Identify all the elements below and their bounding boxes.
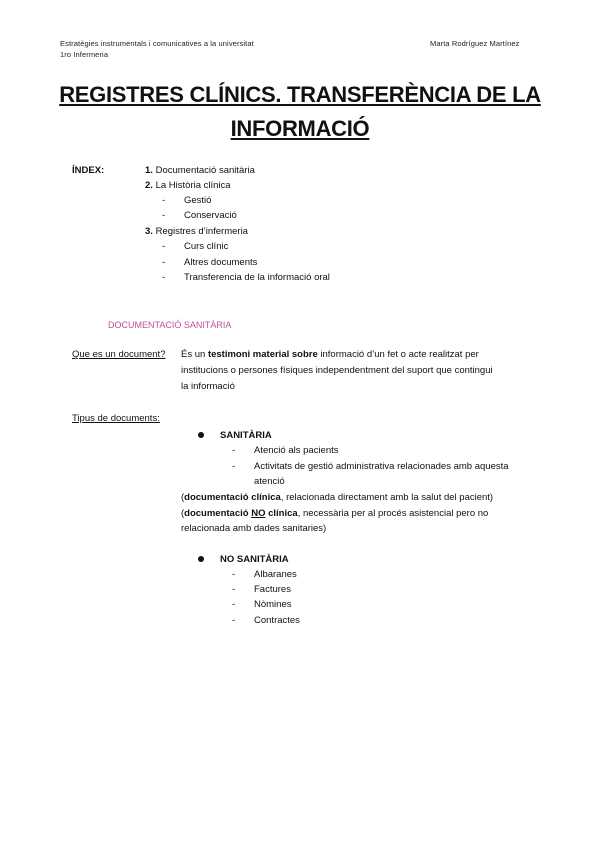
- note-rest: , necessària per al procés asistencial pero no: [297, 508, 489, 519]
- note-no-clinica: [181, 506, 488, 522]
- note-bold-underlined: NO: [251, 508, 266, 519]
- index-item-1: [145, 163, 255, 179]
- sanitaria-label: SANITÀRIA: [220, 430, 272, 441]
- note-bold: clínica: [265, 508, 298, 519]
- dash: -: [162, 272, 166, 283]
- dash: -: [162, 195, 166, 206]
- definition-line2: institucions o persones físiques independentment del suport que contingui: [181, 365, 493, 376]
- dash: -: [162, 241, 166, 252]
- note-clinica: [181, 490, 493, 506]
- header-course: Estratègies instrumentals i comunicatives a la universitat: [60, 39, 254, 48]
- no-sanitaria-item-text: Contractes: [254, 615, 300, 626]
- sanitaria-item: [232, 443, 339, 459]
- sanitaria-item-text: Activitats de gestió administrativa relacionades amb aquesta: [254, 461, 509, 472]
- sanitaria-item: [232, 459, 509, 475]
- no-sanitaria-label: NO SANITÀRIA: [220, 554, 289, 565]
- index-subitem-gestio: [162, 193, 211, 209]
- header-author: Marta Rodríguez Martínez: [430, 39, 520, 48]
- paren: (: [181, 492, 185, 503]
- index-subitem-text: Curs clínic: [184, 241, 229, 252]
- dash: -: [232, 599, 236, 610]
- sanitaria-item-text: Atenció als pacients: [254, 445, 339, 456]
- dash: -: [232, 615, 236, 626]
- def-rest: informació d’un fet o acte realitzat per: [317, 349, 479, 360]
- bullet-icon: [198, 432, 204, 438]
- index-subitem-text: Conservació: [184, 210, 237, 221]
- no-sanitaria-item: [232, 582, 291, 598]
- index-num: 2.: [145, 180, 153, 191]
- question-label: Que es un document?: [72, 349, 166, 360]
- def-bold: testimoni material sobre: [207, 349, 318, 360]
- note-bold: documentació clínica: [184, 492, 281, 503]
- no-sanitaria-item: [232, 597, 292, 613]
- sanitaria-item-cont: atenció: [254, 476, 285, 487]
- def-pre: És un: [181, 349, 208, 360]
- index-label: ÍNDEX:: [72, 165, 105, 176]
- index-subitem-text: Transferencia de la informació oral: [184, 272, 330, 283]
- section-heading: DOCUMENTACIÓ SANITÀRIA: [108, 320, 232, 330]
- index-subitem-curs: [162, 239, 228, 255]
- types-label: Tipus de documents:: [72, 413, 160, 424]
- index-text: Documentació sanitària: [152, 165, 255, 176]
- dash: -: [232, 445, 236, 456]
- dash: -: [232, 584, 236, 595]
- index-text: La Història clínica: [152, 180, 231, 191]
- note-bold: documentació: [184, 508, 252, 519]
- no-sanitaria-item-text: Factures: [254, 584, 291, 595]
- header-group: 1ro Infermeria: [60, 50, 109, 59]
- index-subitem-conservacio: [162, 208, 237, 224]
- page-title-line2: INFORMACIÓ: [230, 116, 370, 141]
- bullet-icon: [198, 556, 204, 562]
- index-num: 1.: [145, 165, 153, 176]
- index-subitem-text: Gestió: [184, 195, 212, 206]
- no-sanitaria-item-text: Albaranes: [254, 569, 297, 580]
- index-subitem-altres: [162, 255, 257, 271]
- list-item-no-sanitaria: [198, 552, 289, 568]
- dash: -: [162, 210, 166, 221]
- dash: -: [232, 569, 236, 580]
- no-sanitaria-item: [232, 613, 300, 629]
- dash: -: [232, 461, 236, 472]
- index-num: 3.: [145, 226, 153, 237]
- no-sanitaria-item-text: Nòmines: [254, 599, 292, 610]
- paren: (: [181, 508, 185, 519]
- note-rest: , relacionada directament amb la salut del pacient): [280, 492, 494, 503]
- list-item-sanitaria: [198, 428, 272, 444]
- index-item-3: [145, 224, 248, 240]
- index-item-2: [145, 178, 231, 194]
- dash: -: [162, 257, 166, 268]
- page-title-line1: REGISTRES CLÍNICS. TRANSFERÈNCIA DE LA: [59, 82, 541, 107]
- no-sanitaria-item: [232, 567, 297, 583]
- index-subitem-transferencia: [162, 270, 330, 286]
- index-text: Registres d’infermeria: [152, 226, 248, 237]
- definition-line1: [181, 347, 541, 363]
- note-no-clinica-line2: relacionada amb dades sanitaries): [181, 523, 327, 534]
- index-subitem-text: Altres documents: [184, 257, 258, 268]
- definition-line3: la informació: [181, 381, 235, 392]
